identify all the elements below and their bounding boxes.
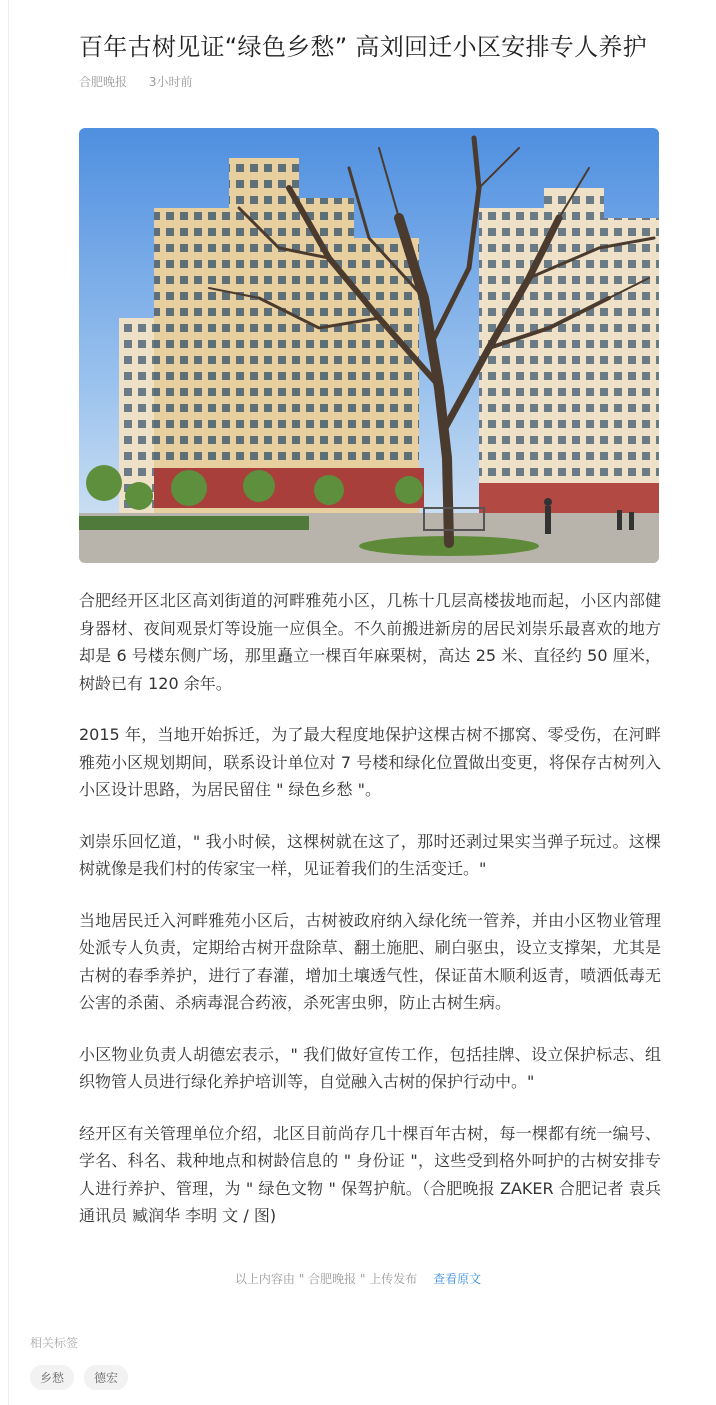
tag-item[interactable]: 乡愁 — [30, 1365, 74, 1390]
tag-item[interactable]: 德宏 — [84, 1365, 128, 1390]
article-paragraph: 小区物业负责人胡德宏表示，" 我们做好宣传工作，包括挂牌、设立保护标志、组织物管人员进行绿化养护培训等，自觉融入古树的保护行动中。" — [79, 1044, 661, 1091]
left-divider — [8, 0, 9, 1405]
article-paragraph: 合肥经开区北区高刘街道的河畔雅苑小区，几栋十几层高楼拔地而起，小区内部健身器材、夜间观景灯等设施一应俱全。不久前搬进新房的居民刘崇乐最喜欢的地方却是 6 号楼东侧广场，那里矗立一棵百年麻栗树，高达 25 米、直径约 50 厘米，树龄已有 120 余年。 — [79, 591, 661, 693]
view-original-link[interactable]: 查看原文 — [433, 1272, 482, 1286]
source-note: 以上内容由 " 合肥晚报 " 上传发布 — [234, 1272, 418, 1286]
article-hero-image[interactable] — [79, 128, 659, 563]
article-paragraph: 刘崇乐回忆道，" 我小时候，这棵树就在这了，那时还剥过果实当弹子玩过。这棵树就像是我们村的传家宝一样，见证着我们的生活变迁。" — [79, 831, 661, 878]
related-tags — [30, 1334, 128, 1390]
article-paragraph: 2015 年，当地开始拆迁，为了最大程度地保护这棵古树不挪窝、零受伤，在河畔雅苑小区规划期间，联系设计单位对 7 号楼和绿化位置做出变更，将保存古树列入小区设计思路，为居民留住 " 绿色乡愁 "。 — [79, 725, 661, 799]
article-title: 百年古树见证“绿色乡愁” 高刘回迁小区安排专人养护 — [79, 33, 647, 61]
tag-list — [30, 1365, 128, 1390]
article-meta — [79, 74, 661, 90]
article-paragraph: 当地居民迁入河畔雅苑小区后，古树被政府纳入绿化统一管养，并由小区物业管理处派专人负责，定期给古树开盘除草、翻土施肥、刷白驱虫，设立支撑架，尤其是古树的春季养护，进行了春灌，增加土壤透气性，保证苗木顺利返青，喷洒低毒无公害的杀菌、杀病毒混合药液，杀死害虫卵，防止古树生病。 — [79, 910, 661, 1012]
related-tags-label: 相关标签 — [30, 1336, 79, 1350]
article-time: 3小时前 — [148, 75, 193, 89]
source-attribution — [0, 1270, 716, 1287]
article-paragraph: 经开区有关管理单位介绍，北区目前尚存几十棵百年古树，每一棵都有统一编号、学名、科名、栽种地点和树龄信息的 " 身份证 "，这些受到格外呵护的古树安排专人进行养护、管理，为 " 绿色文物 " 保驾护航。（合肥晚报 ZAKER 合肥记者 袁兵 通讯员 臧润华 李明 文 / 图) — [79, 1123, 661, 1225]
article — [79, 30, 661, 1254]
article-body — [79, 587, 661, 1230]
article-source[interactable]: 合肥晚报 — [79, 75, 128, 89]
